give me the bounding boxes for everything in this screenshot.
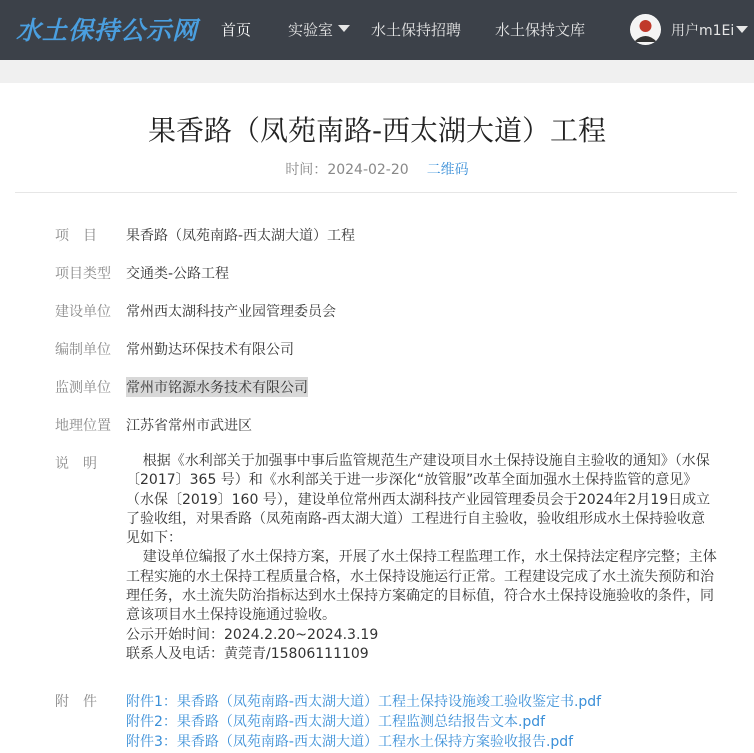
time-label: 时间： <box>285 162 328 178</box>
site-logo[interactable]: 水土保持公示网 <box>16 16 199 45</box>
divider <box>15 192 737 193</box>
nav-home[interactable]: 首页 <box>221 21 252 39</box>
field-value-project: 果香路（凤苑南路-西太湖大道）工程 <box>126 228 356 244</box>
top-navbar <box>0 0 754 60</box>
field-value-location: 江苏省常州市武进区 <box>126 418 252 434</box>
field-value-type: 交通类-公路工程 <box>126 266 230 282</box>
nav-lab-dropdown[interactable] <box>288 19 350 40</box>
field-value-compiler: 常州勤达环保技术有限公司 <box>126 342 294 358</box>
nav-recruit[interactable]: 水土保持招聘 <box>371 21 462 39</box>
description-paragraph-2: 建设单位编报了水土保持方案，开展了水土保持工程监理工作，水土保持法定程序完整；主体工程实施的水土保持工程质量合格，水土保持设施运行正常。工程建设完成了水土流失预防和治理任务，水土流失防治指标达到水土保持方案确定的目标值，符合水土保持设施验收的条件，同意该项目水土保持设施通过验收。 <box>126 549 717 624</box>
field-label-description: 说 明 <box>55 456 97 472</box>
field-value-builder: 常州西太湖科技产业园管理委员会 <box>126 304 336 320</box>
field-value-monitor: 常州市铭源水务技术有限公司 <box>126 377 308 397</box>
publicity-period: 公示开始时间：2024.2.20~2024.3.19 <box>126 626 379 643</box>
field-label-compiler: 编制单位 <box>55 342 111 358</box>
contact-info: 联系人及电话：黄莞青/15806111109 <box>126 645 369 662</box>
attachment-link-3[interactable]: 附件3：果香路（凤苑南路-西太湖大道）工程水土保持方案验收报告.pdf <box>126 734 574 750</box>
attachment-link-2[interactable]: 附件2：果香路（凤苑南路-西太湖大道）工程监测总结报告文本.pdf <box>126 714 546 730</box>
field-label-monitor: 监测单位 <box>55 380 111 396</box>
field-label-location: 地理位置 <box>55 418 111 434</box>
chevron-down-icon <box>338 25 350 32</box>
article-meta <box>0 159 754 179</box>
user-chevron-down-icon[interactable] <box>736 26 748 33</box>
description-paragraph-1: 根据《水利部关于加强事中事后监管规范生产建设项目水土保持设施自主验收的通知》（水保〔2017〕365 号）和《水利部关于进一步深化“放管服”改革全面加强水土保持监管的意见》（水保〔2019〕160 号），建设单位常州西太湖科技产业园管理委员会于2024年2月19日成立了验收组，对果香路（凤苑南路-西太湖大道）工程进行自主验收，验收组形成水土保持验收意见如下： <box>126 453 711 547</box>
user-menu[interactable]: 用户m1Ei <box>671 23 735 39</box>
qr-code-link[interactable]: 二维码 <box>426 162 469 178</box>
nav-library[interactable]: 水土保持文库 <box>495 21 586 39</box>
attachment-link-1[interactable]: 附件1：果香路（凤苑南路-西太湖大道）工程土保持设施竣工验收鉴定书.pdf <box>126 694 602 710</box>
publish-date: 2024-02-20 <box>327 162 409 178</box>
field-label-project: 项 目 <box>55 228 97 244</box>
page-title: 果香路（凤苑南路-西太湖大道）工程 <box>147 114 607 147</box>
avatar[interactable] <box>630 14 661 45</box>
nav-lab-label: 实验室 <box>288 21 334 39</box>
user-avatar-icon <box>630 14 661 45</box>
field-label-type: 项目类型 <box>55 266 111 282</box>
field-label-attachments: 附 件 <box>55 694 97 710</box>
description-body <box>126 452 718 664</box>
field-label-builder: 建设单位 <box>55 304 111 320</box>
